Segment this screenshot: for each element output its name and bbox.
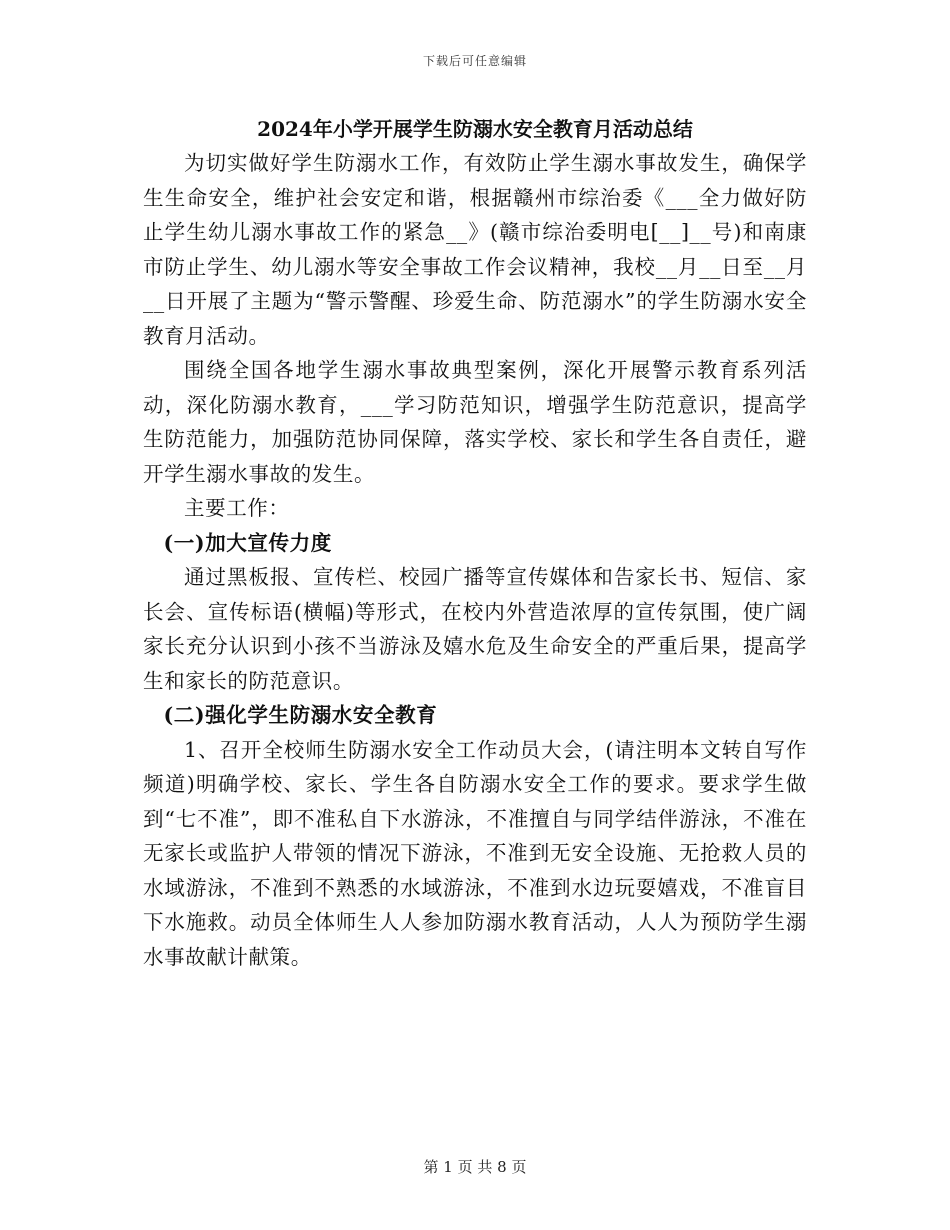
page-number-footer: 第 1 页 共 8 页 [423,1158,527,1176]
document-title: 2024年小学开展学生防溺水安全教育月活动总结 [257,117,693,141]
document-body [143,146,807,974]
intro-paragraph: 为切实做好学生防溺水工作，有效防止学生溺水事故发生，确保学生生命安全，维护社会安定和谐，根据赣州市综治委《___全力做好防止学生幼儿溺水事故工作的紧急__》(赣市综治委明电[__]__号)和南康市防止学生、幼儿溺水等安全事故工作会议精神，我校__月__日至__月__日开展了主题为“警示警醒、珍爱生命、防范溺水”的学生防溺水安全教育月活动。 [143,151,807,348]
section-2-heading: (二)强化学生防溺水安全教育 [163,703,438,727]
section-2-paragraph: 1、召开全校师生防溺水安全工作动员大会，(请注明本文转自写作频道)明确学校、家长、学生各自防溺水安全工作的要求。要求学生做到“七不准”，即不准私自下水游泳，不准擅自与同学结伴游泳，不准在无家长或监护人带领的情况下游泳，不准到无安全设施、无抢救人员的水域游泳，不准到不熟悉的水域游泳，不准到水边玩耍嬉戏，不准盲目下水施救。动员全体师生人人参加防溺水教育活动，人人为预防学生溺水事故献计献策。 [143,737,807,969]
main-work-label: 主要工作： [184,496,290,520]
goal-paragraph: 围绕全国各地学生溺水事故典型案例，深化开展警示教育系列活动，深化防溺水教育，___学习防范知识，增强学生防范意识，提高学生防范能力，加强防范协同保障，落实学校、家长和学生各自责任，避开学生溺水事故的发生。 [143,358,807,486]
header-note: 下载后可任意编辑 [422,54,527,68]
section-1-paragraph: 通过黑板报、宣传栏、校园广播等宣传媒体和告家长书、短信、家长会、宣传标语(横幅)等形式，在校内外营造浓厚的宣传氛围，使广阔家长充分认识到小孩不当游泳及嬉水危及生命安全的严重后果，提高学生和家长的防范意识。 [143,565,807,693]
section-1-heading: (一)加大宣传力度 [163,530,332,555]
